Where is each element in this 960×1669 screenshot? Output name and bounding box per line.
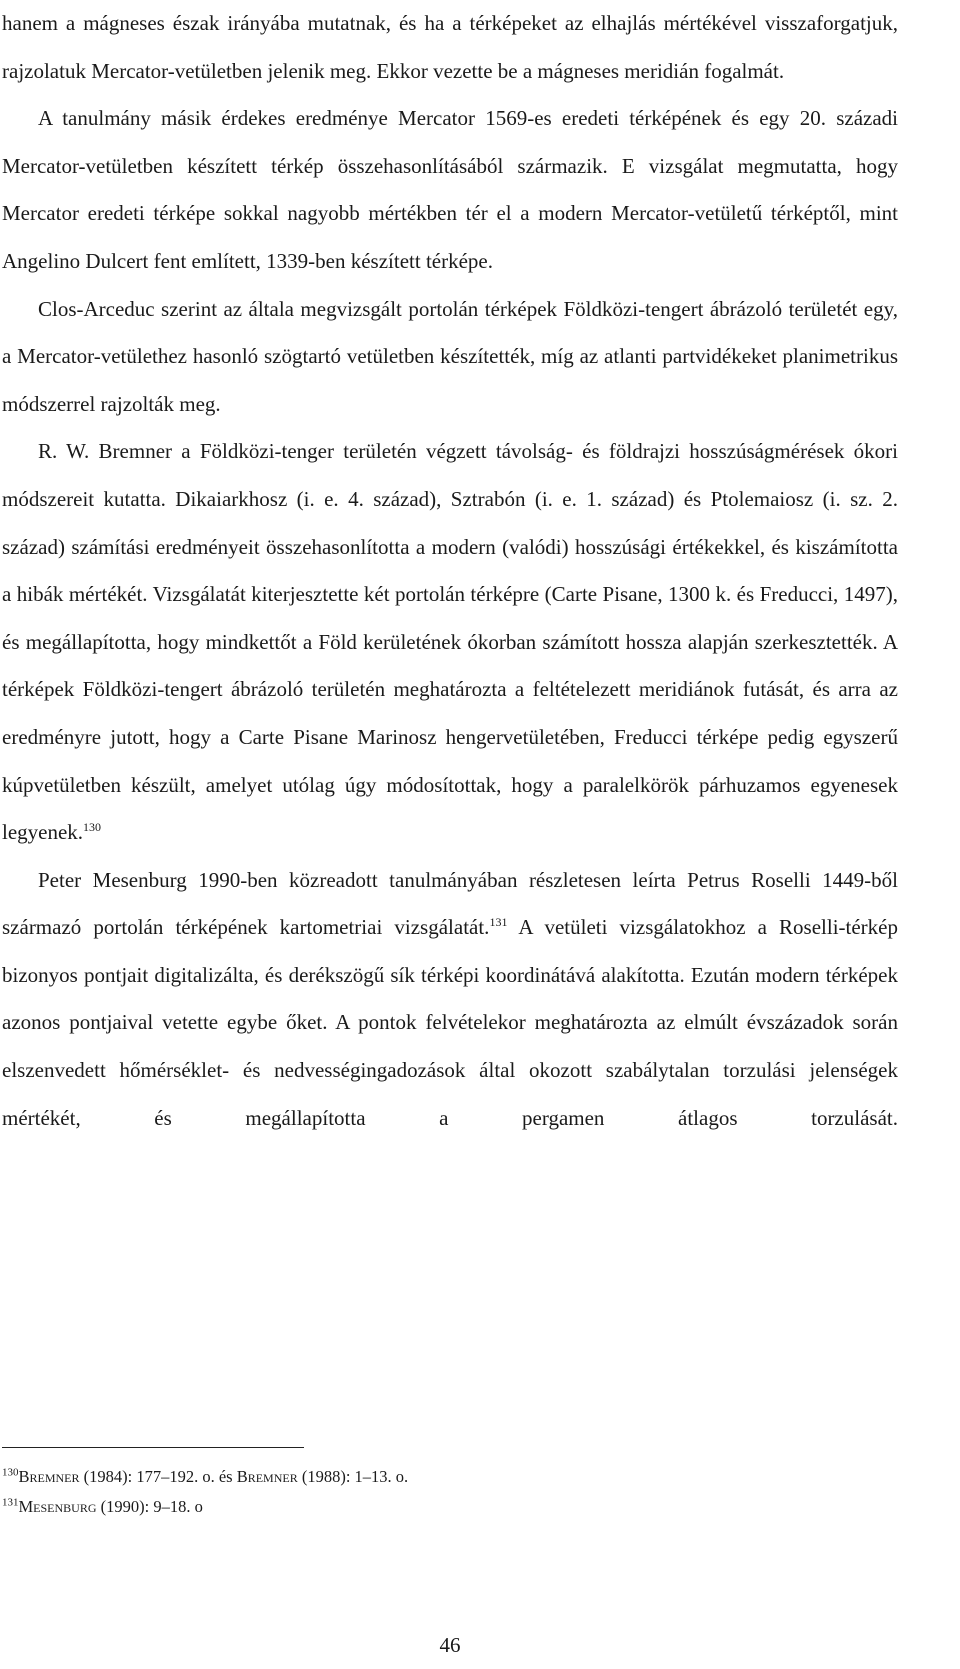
footnote-130 — [2, 1462, 408, 1492]
paragraph-4 — [2, 428, 898, 856]
footnote-author: Bremner — [236, 1467, 298, 1486]
footnote-131 — [2, 1492, 408, 1522]
footnote-author: Bremner — [18, 1467, 80, 1486]
footnote-text: (1990): 9–18. o — [96, 1497, 203, 1516]
paragraph-3: Clos-Arceduc szerint az általa megvizsgált portolán térképek Földközi-tengert ábrázoló területét egy, a Mercator-vetülethez hasonló szögtartó vetületben készítették, míg az atlanti partvidékeket planimetrikus módszerrel rajzolták meg. — [2, 296, 898, 416]
paragraph-5-text-after: A vetületi vizsgálatokhoz a Roselli-térkép bizonyos pontjait digitalizálta, és derékszögű sík térképi koordinátává alakította. Ezután modern térképek azonos pontjaival vetette egybe őket. A pontok felvételekor meghatározta az elmúlt évszázadok során elszenvedett hőmérséklet- és nedvességingadozások által okozott szabálytalan torzulási jelenségek mértékét, és megállapította a pergamen átlagos torzulását. — [2, 915, 898, 1130]
footnote-ref-131[interactable]: 131 — [489, 915, 508, 930]
paragraph-2: A tanulmány másik érdekes eredménye Mercator 1569-es eredeti térképének és egy 20. századi Mercator-vetületben készített térkép összehasonlításából származik. E vizsgálat megmutatta, hogy Mercator eredeti térképe sokkal nagyobb mértékben tér el a modern Mercator-vetületű térképtől, mint Angelino Dulcert fent említett, 1339-ben készített térképe. — [2, 106, 898, 273]
footnote-rule — [2, 1447, 304, 1448]
page-number: 46 — [439, 1633, 461, 1657]
body-text — [2, 0, 898, 1142]
paragraph-1: hanem a mágneses észak irányába mutatnak, és ha a térképeket az elhajlás mértékével visszaforgatjuk, rajzolatuk Mercator-vetületben jelenik meg. Ekkor vezette be a mágneses meridián fogalmát. — [2, 11, 898, 83]
footnote-number: 131 — [2, 1496, 19, 1509]
footnote-ref-130[interactable]: 130 — [83, 820, 102, 835]
paragraph-5-text: Peter Mesenburg 1990-ben közreadott tanulmányában részletesen leírta Petrus Roselli 1449-ből származó portolán térképének kartometriai vizsgálatát. — [2, 867, 898, 940]
footnotes — [2, 1462, 408, 1522]
footnote-number: 130 — [2, 1466, 19, 1479]
paragraph-5 — [2, 857, 898, 1143]
paragraph-4-text: R. W. Bremner a Földközi-tenger területén végzett távolság- és földrajzi hosszúságmérések ókori módszereit kutatta. Dikaiarkhosz (i. e. 4. század), Sztrabón (i. e. 1. század) és Ptolemaiosz (i. sz. 2. század) számítási eredményeit összehasonlította a modern (valódi) hosszúsági értékekkel, és kiszámította a hibák mértékét. Vizsgálatát kiterjesztette két portolán térképre (Carte Pisane, 1300 k. és Freducci, 1497), és megállapította, hogy mindkettőt a Föld kerületének ókorban számított hossza alapján szerkesztették. A térképek Földközi-tengert ábrázoló területén meghatározta a feltételezett meridiánok futását, és arra az eredményre jutott, hogy a Carte Pisane Marinosz hengervetületében, Freducci térképe pedig egyszerű kúpvetületben készült, amelyet utólag úgy módosítottak, hogy a paralelkörök párhuzamos egyenesek legyenek. — [2, 439, 898, 845]
footnote-text: (1988): 1–13. o. — [297, 1467, 409, 1486]
footnote-text: (1984): 177–192. o. és — [79, 1467, 237, 1486]
footnote-author: Mesenburg — [18, 1497, 97, 1516]
